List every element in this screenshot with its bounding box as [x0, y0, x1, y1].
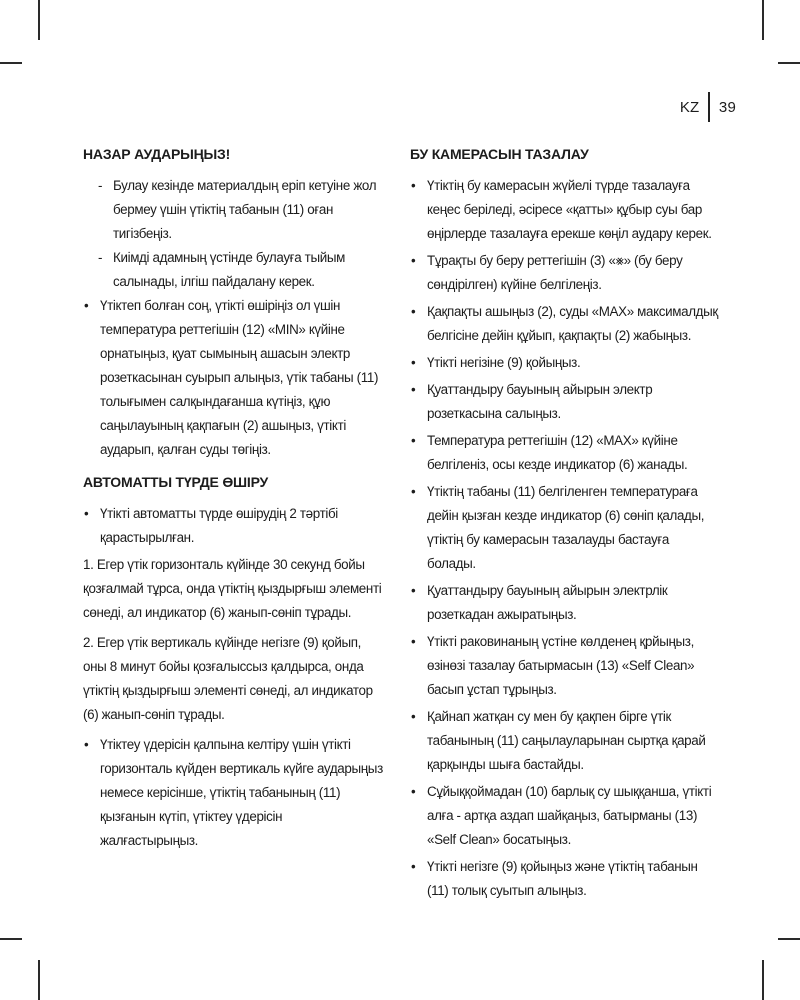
auto-off-heading: АВТОМАТТЫ ТҮРДЕ ӨШІРУ: [83, 474, 269, 490]
cleaning-step: • Үтіктің табаны (11) белгіленген температураға дейін қызған кезде индикатор (6) сөніп қалады, үтіктің бу камерасын тазалауды бастауға болады.: [427, 480, 720, 576]
header-separator: [708, 92, 710, 122]
right-column: [410, 142, 720, 906]
dash-item: - Булау кезінде материалдың еріп кетуіне жол бермеу үшін үтіктің табанын (11) оған тигізбеңіз.: [113, 174, 383, 246]
crop-mark-top-left-h: [0, 62, 22, 64]
cleaning-steps-list: [410, 174, 720, 903]
bullet-item: • Үтікті автоматты түрде өшірудің 2 тәртібі қарастырылған.: [100, 502, 383, 550]
cleaning-step: • Қақпақты ашыңыз (2), суды «MAX» максималдық белгісіне дейін құйып, қақпақты (2) жабыңыз.: [427, 300, 720, 348]
bullet-item: • Үтіктеп болған соң, үтікті өшіріңіз ол үшін температура реттегішін (12) «MIN» күйіне орнатыңыз, қуат сымының ашасын электр розеткасынан суырып алыңыз, үтік табаны (11) толығымен салқындағанша күтіңіз, құю саңылауының қақпағын (2) ашыңыз, үтікті аударып, қалған суды төгіңіз.: [100, 294, 383, 462]
cleaning-step: • Тұрақты бу беру реттегішін (3) «⨳» (бу беру сөндірілген) күйіне белгілеңіз.: [427, 249, 720, 297]
page-header: [680, 92, 736, 122]
crop-mark-bottom-left-h: [0, 938, 22, 940]
attention-heading: НАЗАР АУДАРЫҢЫЗ!: [83, 146, 231, 162]
warning-dash-list: [83, 174, 383, 294]
auto-off-list: [83, 502, 383, 550]
crop-mark-top-right: [762, 0, 764, 40]
crop-mark-bottom-left: [38, 960, 40, 1000]
auto-off-paragraph-2: 2. Егер үтік вертикаль күйінде негізге (9) қойып, оны 8 минут бойы қозғалыссыз қалдырса, онда үтіктің қыздырғыш элементі сөнеді, ал индикатор (6) жанып-сөніп тұрады.: [83, 635, 373, 722]
crop-mark-bottom-right-h: [778, 938, 800, 940]
cleaning-step: • Үтікті негізге (9) қойыңыз және үтіктің табанын (11) толық суытып алыңыз.: [427, 855, 720, 903]
steam-chamber-heading: БУ КАМЕРАСЫН ТАЗАЛАУ: [410, 146, 589, 162]
crop-mark-top-right-h: [778, 62, 800, 64]
cleaning-step: • Сұйыққоймадан (10) барлық су шыққанша, үтікті алға - артқа аздап шайқаңыз, батырманы (13) «Self Clean» босатыңыз.: [427, 780, 720, 852]
dash-item: - Киімді адамның үстінде булауға тыйым салынады, ілгіш пайдалану керек.: [113, 246, 383, 294]
cleaning-step: • Қуаттандыру бауының айырын электрлік розеткадан ажыратыңыз.: [427, 579, 720, 627]
language-code: KZ: [679, 98, 700, 116]
cleaning-step: • Үтікті раковинаның үстіне көлденең қрйыңыз, өзінөзі тазалау батырмасын (13) «Self Clean» басып ұстап тұрыңыз.: [427, 630, 720, 702]
auto-off-paragraph-1: 1. Егер үтік горизонталь күйінде 30 секунд бойы қозғалмай тұрса, онда үтіктің қыздырғыш элементі сөнеді, ал индикатор (6) жанып-сөніп тұрады.: [83, 557, 382, 620]
crop-mark-bottom-right: [762, 960, 764, 1000]
page-number: 39: [718, 98, 736, 116]
cleaning-step: • Қуаттандыру бауының айырын электр розеткасына салыңыз.: [427, 378, 720, 426]
ironing-end-list: [83, 294, 383, 462]
resume-list: [83, 733, 383, 853]
cleaning-step: • Үтіктің бу камерасын жүйелі түрде тазалауға кеңес беріледі, әсіресе «қатты» құбыр суы бар өңірлерде тазалауға ерекше көңіл аудару керек.: [427, 174, 720, 246]
cleaning-step: • Температура реттегішін (12) «MAX» күйіне белгіленіз, осы кезде индикатор (6) жанады.: [427, 429, 720, 477]
bullet-item: • Үтіктеу үдерісін қалпына келтіру үшін үтікті горизонталь күйден вертикаль күйге аударыңыз немесе керісінше, үтіктің табанының (11) қызғанын күтіп, үтіктеу үдерісін жалғастырыңыз.: [100, 733, 383, 853]
left-column: [83, 142, 383, 856]
cleaning-step: • Үтікті негізіне (9) қойыңыз.: [427, 351, 720, 375]
cleaning-step: • Қайнап жатқан су мен бу қақпен бірге үтік табанының (11) саңылауларынан сыртқа қарай қарқынды шыға бастайды.: [427, 705, 720, 777]
crop-mark-top-left: [38, 0, 40, 40]
